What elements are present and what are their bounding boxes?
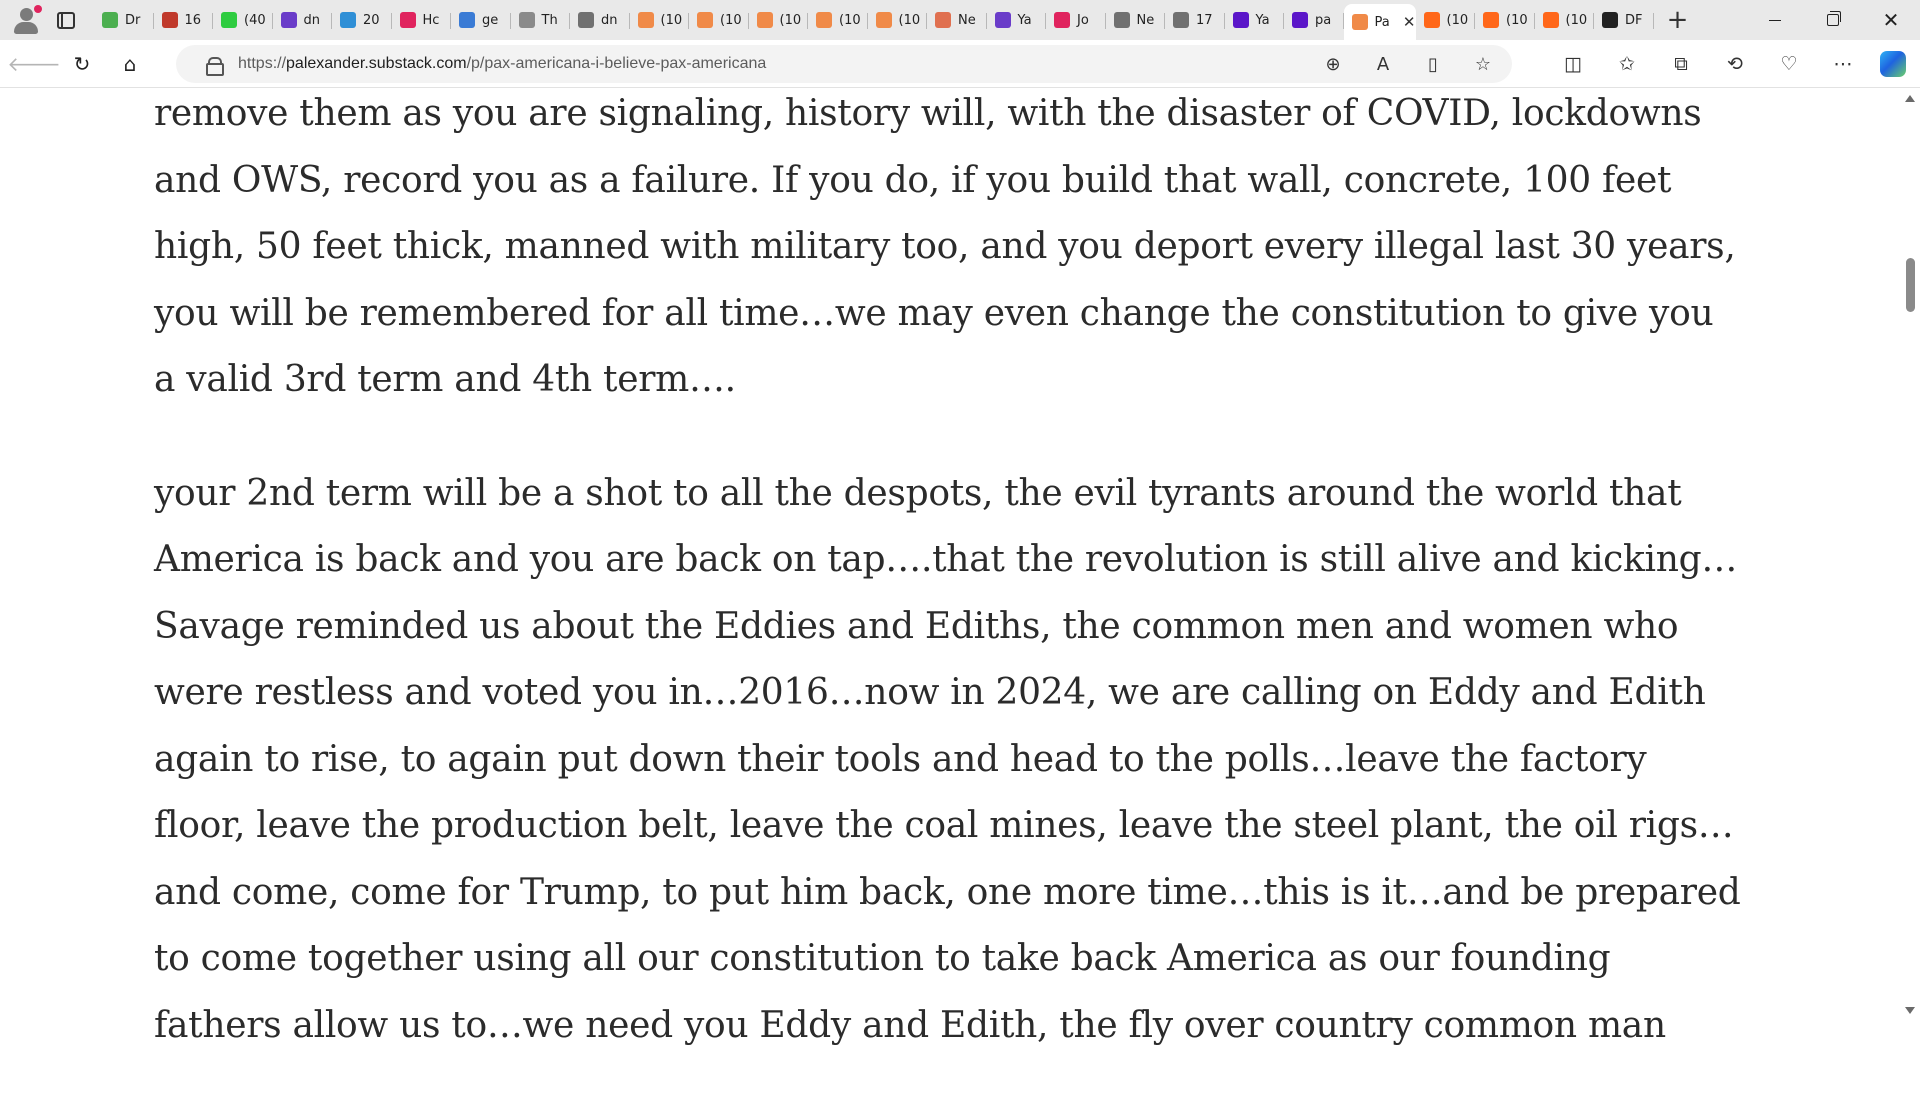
g-icon xyxy=(221,12,237,28)
tab-title: (10 xyxy=(1506,12,1528,28)
youtube-icon xyxy=(1054,12,1070,28)
back-button[interactable]: 🡐 xyxy=(7,51,61,76)
restore-icon xyxy=(1827,14,1839,26)
tab-title: Ya xyxy=(1255,12,1270,28)
paragraph-line: fathers allow us to…we need you Eddy and Edith, the fly over country common man xyxy=(154,1004,1666,1046)
paragraph-line: a valid 3rd term and 4th term…. xyxy=(154,359,736,400)
favorites-icon[interactable]: ✩ xyxy=(1619,53,1635,75)
p-icon xyxy=(340,12,356,28)
tab[interactable] xyxy=(570,4,630,36)
tab[interactable] xyxy=(868,4,928,36)
tab[interactable] xyxy=(1284,4,1344,36)
yahoo-icon xyxy=(995,12,1011,28)
paragraph-line: were restless and voted you in…2016…now in 2024, we are calling on Eddy and Edith xyxy=(154,672,1706,713)
article-paragraph xyxy=(154,81,1754,414)
paragraph-line: you will be remembered for all time…we may even change the constitution to give you xyxy=(154,292,1714,334)
tab[interactable] xyxy=(511,4,571,36)
tab-title: dn xyxy=(303,12,320,28)
tab-title: 16 xyxy=(184,12,202,28)
substack-icon xyxy=(1543,12,1559,28)
yahoo-icon xyxy=(1233,12,1249,28)
tab-title: Ya xyxy=(1017,12,1032,28)
lock-icon[interactable] xyxy=(206,57,220,72)
r-icon xyxy=(935,12,951,28)
address-bar[interactable] xyxy=(176,45,1512,83)
tab[interactable] xyxy=(1416,4,1476,36)
tabs-list xyxy=(94,0,1654,40)
tab-title: pa xyxy=(1315,12,1332,28)
copilot-icon[interactable] xyxy=(1880,51,1906,77)
tab-title: Jo xyxy=(1077,12,1089,28)
read-aloud-icon[interactable]: A xyxy=(1376,53,1390,75)
copilot-page-icon xyxy=(1173,12,1189,28)
window-controls xyxy=(1746,0,1920,40)
tab-strip xyxy=(0,0,1920,40)
tab-title: (10 xyxy=(839,12,861,28)
scroll-down-arrow-icon[interactable] xyxy=(1905,1007,1915,1014)
url-text[interactable]: https://palexander.substack.com/p/pax-americana-i-believe-pax-americana xyxy=(238,55,767,72)
tab-title: DF xyxy=(1625,12,1643,28)
browser-essentials-icon[interactable]: ♡ xyxy=(1780,53,1798,75)
tab-title: (10 xyxy=(720,12,742,28)
paragraph-line: again to rise, to again put down their tools and head to the polls…leave the factory xyxy=(154,738,1647,780)
address-bar-actions xyxy=(1316,45,1500,83)
play-icon xyxy=(102,12,118,28)
home-button[interactable]: ⌂ xyxy=(123,51,137,76)
tab[interactable] xyxy=(1046,4,1106,36)
new-tab-button[interactable]: + xyxy=(1666,5,1689,35)
tab-title: (10 xyxy=(779,12,802,28)
substack-icon xyxy=(1483,12,1499,28)
tab[interactable] xyxy=(987,4,1047,36)
immersive-reader-icon[interactable]: ▯ xyxy=(1428,53,1438,75)
tab-title: Hc xyxy=(422,12,440,28)
scroll-up-arrow-icon[interactable] xyxy=(1905,95,1915,102)
scrollbar-thumb[interactable] xyxy=(1906,258,1915,312)
tab-active[interactable] xyxy=(1344,4,1416,40)
tab[interactable] xyxy=(1165,4,1225,36)
tab-title: Pa xyxy=(1374,14,1390,30)
shield-icon xyxy=(400,12,416,28)
substack-icon xyxy=(638,12,654,28)
substack-icon xyxy=(757,12,773,28)
paragraph-line: to come together using all our constitution to take back America as our founding xyxy=(154,938,1611,979)
minimize-icon xyxy=(1769,20,1781,21)
paragraph-line: high, 50 feet thick, manned with military too, and you deport every illegal last 30 years, xyxy=(154,226,1736,267)
paragraph-line: remove them as you are signaling, history will, with the disaster of COVID, lockdowns xyxy=(154,93,1702,134)
tab[interactable] xyxy=(749,4,809,36)
tab-title: Ne xyxy=(958,12,976,28)
tab[interactable] xyxy=(927,4,987,36)
substack-icon xyxy=(1352,14,1368,30)
substack-icon xyxy=(697,12,713,28)
tab[interactable] xyxy=(808,4,868,36)
tab-title: (10 xyxy=(898,12,921,28)
more-menu-icon[interactable]: ⋯ xyxy=(1833,53,1853,75)
tab[interactable] xyxy=(332,4,392,36)
tab-title: (40 xyxy=(244,12,266,28)
tab[interactable] xyxy=(154,4,214,36)
collections-icon[interactable]: ⧉ xyxy=(1674,53,1688,75)
refresh-button[interactable]: ↻ xyxy=(73,51,91,76)
tab-title: (10 xyxy=(1565,12,1588,28)
article-body xyxy=(154,81,1754,1106)
substack-icon xyxy=(876,12,892,28)
yahoo-icon xyxy=(1292,12,1308,28)
tab[interactable] xyxy=(392,4,452,36)
paragraph-line: Savage reminded us about the Eddies and Ediths, the common men and women who xyxy=(154,605,1679,647)
tab[interactable] xyxy=(1225,4,1285,36)
tab-title: ge xyxy=(482,12,499,28)
tab[interactable] xyxy=(451,4,511,36)
search-icon xyxy=(459,12,475,28)
tab[interactable] xyxy=(630,4,690,36)
page-viewport xyxy=(0,89,1900,1046)
paragraph-line: and OWS, record you as a failure. If you do, if you build that wall, concrete, 100 feet xyxy=(154,159,1672,201)
paragraph-line: America is back and you are back on tap….that the revolution is still alive and kicking… xyxy=(154,539,1738,580)
substack-icon xyxy=(1424,12,1440,28)
ds-icon xyxy=(519,12,535,28)
minimize-button[interactable] xyxy=(1746,0,1804,40)
tab-actions-button[interactable] xyxy=(46,0,86,40)
tab[interactable] xyxy=(213,4,273,36)
restore-button[interactable] xyxy=(1804,0,1862,40)
tab-title: dn xyxy=(601,12,618,28)
close-window-button[interactable]: ✕ xyxy=(1882,8,1900,32)
paragraph-line: and come, come for Trump, to put him back, one more time…this is it…and be prepared xyxy=(154,871,1741,913)
favorite-star-icon[interactable]: ☆ xyxy=(1474,53,1492,75)
tab[interactable] xyxy=(689,4,749,36)
tab-title: 20 xyxy=(363,12,380,28)
split-screen-icon[interactable]: ◫ xyxy=(1564,53,1582,75)
tab-title: Dr xyxy=(125,12,141,28)
close-tab-icon[interactable]: ✕ xyxy=(1402,13,1416,31)
yahoo-icon xyxy=(281,12,297,28)
bi-icon xyxy=(162,12,178,28)
tab-title: (10 xyxy=(660,12,683,28)
tab[interactable] xyxy=(1594,4,1654,36)
substack-icon xyxy=(816,12,832,28)
news-icon xyxy=(1114,12,1130,28)
notification-dot xyxy=(34,5,42,13)
zoom-icon[interactable]: ⊕ xyxy=(1325,53,1341,75)
tab[interactable] xyxy=(273,4,333,36)
tab-actions-icon xyxy=(57,12,75,29)
paragraph-line: floor, leave the production belt, leave the coal mines, leave the steel plant, the oil rigs… xyxy=(154,805,1734,846)
df-icon xyxy=(1602,12,1618,28)
tab[interactable] xyxy=(1475,4,1535,36)
tab-title: 17 xyxy=(1196,12,1213,28)
history-icon[interactable]: ⟲ xyxy=(1727,53,1743,75)
tab[interactable] xyxy=(1106,4,1166,36)
paragraph-line: your 2nd term will be a shot to all the despots, the evil tyrants around the world that xyxy=(154,472,1682,514)
copilot-page-icon xyxy=(578,12,594,28)
tab-title: (10 xyxy=(1446,12,1469,28)
tab[interactable] xyxy=(94,4,154,36)
article-paragraph xyxy=(154,461,1754,1060)
tab-title: Ne xyxy=(1136,12,1155,28)
profile-icon xyxy=(20,8,33,21)
profile-avatar[interactable] xyxy=(6,0,46,40)
tab[interactable] xyxy=(1535,4,1595,36)
vertical-scrollbar[interactable] xyxy=(1900,89,1920,1020)
tab-title: Th xyxy=(541,12,558,28)
